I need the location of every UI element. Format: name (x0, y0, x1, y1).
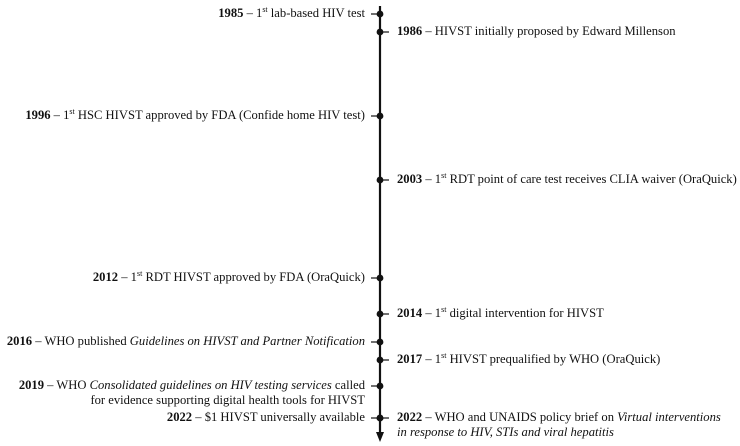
event-line (218, 6, 365, 21)
ordinal-suffix: st (136, 269, 143, 278)
event-line (397, 410, 721, 425)
event-text-segment: WHO (56, 378, 90, 392)
ordinal-suffix: st (441, 305, 447, 314)
event-dash: – (118, 270, 131, 284)
event-dash: – (32, 334, 45, 348)
timeline-event-e2014 (397, 306, 604, 321)
timeline-marker-dot (377, 311, 384, 318)
event-line (397, 172, 737, 187)
event-year: 2022 (397, 410, 423, 424)
event-line (19, 378, 365, 393)
event-text-segment: called (331, 378, 365, 392)
timeline-event-e2003 (397, 172, 737, 187)
timeline-marker-dot (377, 113, 384, 120)
timeline-marker-dot (377, 11, 384, 18)
event-text-segment: 1 (63, 108, 70, 122)
event-text-segment: lab-based HIV test (267, 6, 365, 20)
timeline-event-e1996 (25, 108, 365, 123)
event-line-continued (397, 425, 721, 440)
event-text-segment: WHO and UNAIDS policy brief on (434, 410, 618, 424)
event-text-segment: HIVST prequalified by WHO (OraQuick) (446, 352, 661, 366)
timeline-event-e1986 (397, 24, 676, 39)
timeline-event-e2017 (397, 352, 660, 367)
event-text-segment: 1 (434, 352, 442, 366)
event-dash: – (44, 378, 57, 392)
timeline-event-e2016 (7, 334, 365, 349)
event-text-segment: 1 (434, 306, 442, 320)
event-line (397, 306, 604, 321)
timeline-event-e2019 (19, 378, 365, 408)
event-year: 2016 (6, 334, 33, 348)
event-year: 2017 (397, 352, 423, 366)
event-line (7, 334, 365, 349)
event-text-segment: for evidence supporting digital health tools for HIVST (90, 393, 365, 407)
event-year: 2022 (166, 410, 193, 424)
event-dash: – (422, 24, 435, 38)
event-line (397, 352, 660, 367)
event-dash: – (422, 172, 435, 186)
timeline-event-e2012 (93, 270, 365, 285)
event-text-segment: in response to HIV, STIs and viral hepatitis (397, 425, 614, 439)
event-text-segment: 1 (434, 172, 442, 186)
event-text-segment: HSC HIVST approved by FDA (Confide home HIV test) (74, 108, 365, 122)
timeline-marker-dot (377, 357, 384, 364)
timeline-marker-dot (377, 29, 384, 36)
event-text-segment: HIVST initially proposed by Edward Millenson (434, 24, 676, 38)
event-line (25, 108, 365, 123)
event-dash: – (50, 108, 64, 122)
event-year: 2014 (397, 306, 423, 320)
event-dash: – (243, 6, 257, 20)
event-text-segment: Guidelines on HIVST and Partner Notification (129, 334, 365, 348)
event-text-segment: Virtual interventions (617, 410, 721, 424)
timeline-marker-dot (377, 275, 384, 282)
event-line (93, 270, 365, 285)
timeline-arrowhead (376, 432, 384, 442)
event-line (167, 410, 365, 425)
event-dash: – (422, 352, 435, 366)
ordinal-suffix: st (441, 351, 447, 360)
event-year: 1986 (397, 24, 423, 38)
timeline-marker-dot (377, 339, 384, 346)
event-text-segment: 1 (130, 270, 137, 284)
event-line-continued (19, 393, 365, 408)
event-line (397, 24, 676, 39)
event-text-segment: RDT point of care test receives CLIA waiver (OraQuick) (446, 172, 737, 186)
event-text-segment: WHO published (44, 334, 130, 348)
event-year: 1985 (218, 6, 244, 20)
ordinal-suffix: st (262, 5, 268, 14)
timeline-event-e2022b (397, 410, 721, 440)
event-text-segment: 1 (256, 6, 263, 20)
event-dash: – (192, 410, 205, 424)
event-text-segment: RDT HIVST approved by FDA (OraQuick) (142, 270, 365, 284)
timeline-marker-dot (377, 415, 384, 422)
event-text-segment: $1 HIVST universally available (204, 410, 365, 424)
ordinal-suffix: st (69, 107, 75, 116)
event-text-segment: Consolidated guidelines on HIV testing services (89, 378, 332, 392)
timeline-marker-dot (377, 177, 384, 184)
timeline-event-e2022a (167, 410, 365, 425)
event-year: 2003 (397, 172, 423, 186)
event-text-segment: digital intervention for HIVST (446, 306, 604, 320)
event-year: 1996 (25, 108, 51, 122)
event-year: 2019 (18, 378, 44, 392)
event-year: 2012 (92, 270, 119, 284)
event-dash: – (422, 410, 435, 424)
timeline-marker-dot (377, 383, 384, 390)
ordinal-suffix: st (441, 171, 447, 180)
timeline-event-e1985 (218, 6, 365, 21)
event-dash: – (422, 306, 435, 320)
